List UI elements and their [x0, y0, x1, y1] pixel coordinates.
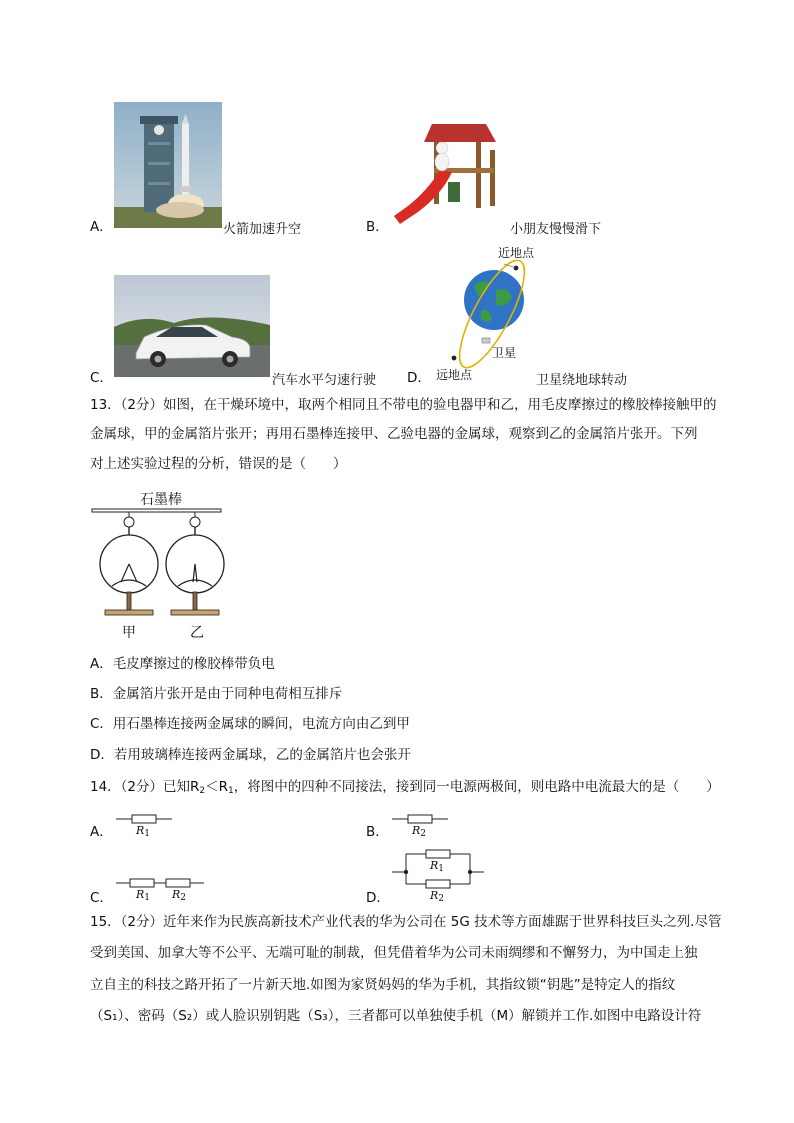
- option-c-letter: C．: [90, 370, 113, 386]
- option-c-caption: 汽车水平匀速行驶: [272, 373, 377, 388]
- rocket-launch-image: [114, 102, 222, 228]
- option-d-caption: 卫星绕地球转动: [536, 373, 628, 388]
- q14-option-a-letter: A．: [90, 824, 113, 840]
- q14-option-c-letter: C．: [90, 890, 113, 906]
- satellite-orbit-diagram: [430, 240, 550, 382]
- q13-stem-line-1: 13．（2分）如图，在干燥环境中，取两个相同且不带电的验电器甲和乙，用毛皮摩擦过的橡胶棒接触甲的: [90, 397, 717, 413]
- q15-line-2: 受到美国、加拿大等不公平、无端可耻的制裁，但凭借着华为公司未雨绸缪和不懈努力，为中国走上独: [90, 945, 698, 961]
- perigee-label: 近地点: [498, 246, 535, 260]
- q13-option-a: A．毛皮摩擦过的橡胶棒带负电: [90, 656, 275, 672]
- option-b-caption: 小朋友慢慢滑下: [510, 222, 602, 237]
- q13-stem-line-2: 金属球，甲的金属箔片张开；再用石墨棒连接甲、乙验电器的金属球，观察到乙的金属箔片张开。下列: [90, 426, 698, 442]
- q14-option-d-circuit: $R_1$ $R_2$: [392, 846, 488, 906]
- option-d-letter: D．: [407, 370, 431, 386]
- electroscope-yi-label: 乙: [190, 625, 204, 641]
- electroscope-figure: [90, 488, 225, 644]
- electroscope-jia-label: 甲: [122, 625, 136, 641]
- car-image: [114, 275, 270, 377]
- q15-line-3: 立自主的科技之路开拓了一片新天地.如图为家贤妈妈的华为手机，其指纹锁“钥匙”是特定人的指纹: [90, 977, 676, 993]
- apogee-label: 远地点: [436, 368, 473, 382]
- q13-stem-line-3: 对上述实验过程的分析，错误的是（ ）: [90, 456, 347, 472]
- option-a-letter: A．: [90, 219, 113, 235]
- satellite-label: 卫星: [492, 346, 517, 360]
- graphite-rod-label: 石墨棒: [140, 492, 182, 508]
- q14-option-c-circuit: $R_1$ $R_2$: [116, 876, 208, 904]
- q13-option-d: D．若用玻璃棒连接两金属球，乙的金属箔片也会张开: [90, 747, 411, 763]
- option-b-letter: B．: [366, 219, 389, 235]
- q14-option-a-circuit: $R_1$: [116, 812, 176, 840]
- q14-option-b-circuit: $R_2$: [392, 812, 452, 840]
- child-slide-image: [390, 120, 506, 226]
- q13-option-b: B．金属箔片张开是由于同种电荷相互排斥: [90, 686, 343, 702]
- option-a-caption: 火箭加速升空: [223, 222, 302, 237]
- q14-option-b-letter: B．: [366, 824, 389, 840]
- q14-option-d-letter: D．: [366, 890, 390, 906]
- q14-stem: 14．（2分）已知$R_2<R_1$，将图中的四种不同接法，接到同一电源两极间，则电路中电流最大的是（ ）: [90, 779, 720, 796]
- q13-option-c: C．用石墨棒连接两金属球的瞬间，电流方向由乙到甲: [90, 716, 410, 732]
- q15-line-4: （S₁）、密码（S₂）或人脸识别钥匙（S₃），三者都可以单独使手机（M）解锁并工作.如图中电路设计符: [90, 1008, 702, 1024]
- q15-line-1: 15．（2分）近年来作为民族高新技术产业代表的华为公司在 5G 技术等方面雄踞于世界科技巨头之列.尽管: [90, 914, 722, 930]
